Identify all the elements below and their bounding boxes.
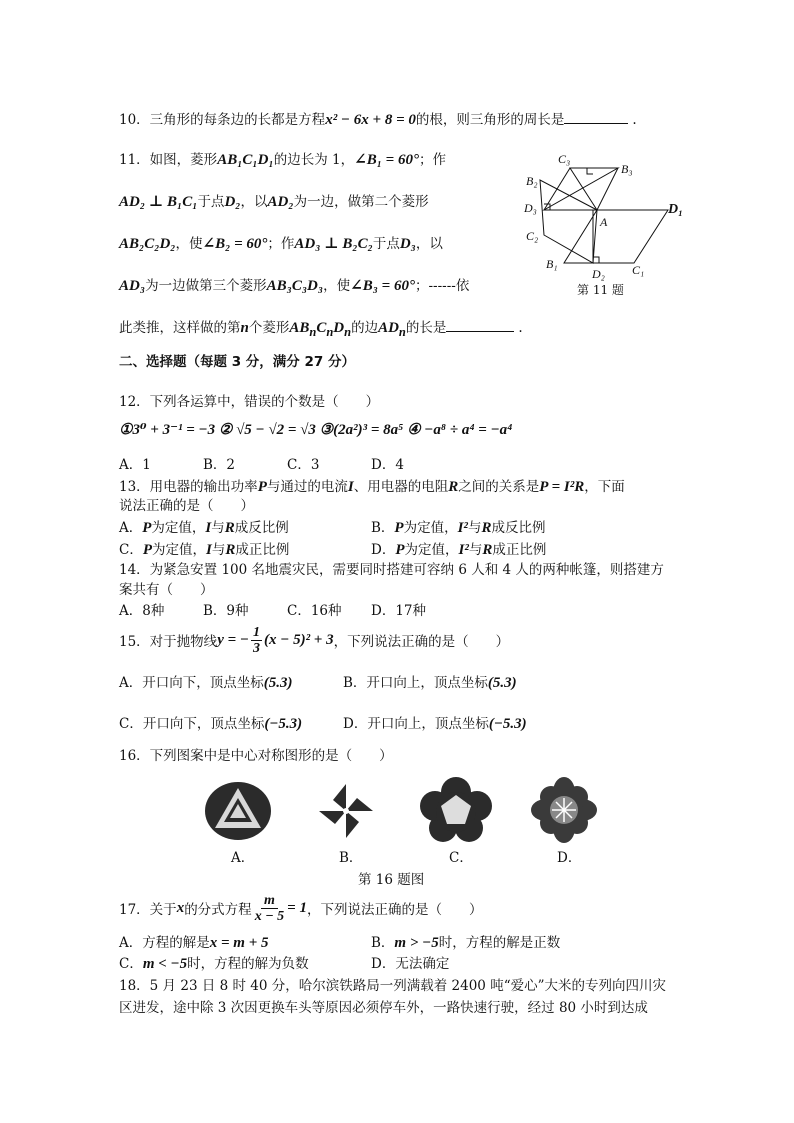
option-b[interactable]: B．P为定值，I²与R成反比例 (371, 520, 546, 536)
option-d[interactable]: D．17种 (371, 603, 427, 619)
option-a[interactable]: A．开口向下，顶点坐标(5.3) (119, 675, 293, 691)
label-C1: C₁ (632, 263, 645, 277)
figure-16-label-c: C． (449, 850, 473, 866)
option-c[interactable]: C．3 (287, 457, 320, 473)
label-B1: B₁ (546, 257, 558, 271)
answer-blank[interactable] (446, 319, 514, 332)
option-c[interactable]: C．P为定值，I与R成正比例 (119, 542, 290, 558)
question-13-line-1: 13．用电器的输出功率P与通过的电流I、用电器的电阻R之间的关系是P = I²R，下面 (119, 479, 625, 495)
figure-16-a[interactable] (203, 780, 273, 842)
figure-16-c[interactable] (420, 776, 492, 842)
figure-11-rhombus (520, 150, 690, 300)
figure-16-caption: 第 16 题图 (358, 872, 425, 888)
label-A: A (600, 215, 608, 229)
figure-11-caption: 第 11 题 (577, 283, 624, 297)
figure-16-d[interactable] (530, 776, 598, 844)
option-b[interactable]: B．开口向上，顶点坐标(5.3) (343, 675, 517, 691)
option-c[interactable]: C．开口向下，顶点坐标(−5.3) (119, 716, 303, 732)
question-11-line-3: AB₂C₂D₂，使∠B₂ = 60°；作AD₃ ⊥ B₂C₂于点D₃，以 (119, 236, 443, 252)
figure-16-label-a: A． (231, 850, 255, 866)
option-d[interactable]: D．P为定值，I²与R成正比例 (371, 542, 547, 558)
label-D2: D₂ (592, 267, 605, 281)
option-b[interactable]: B．2 (203, 457, 236, 473)
label-D1: D₁ (668, 202, 683, 217)
answer-blank[interactable] (564, 111, 628, 124)
question-14-line-1: 14．为紧急安置 100 名地震灾民，需要同时搭建可容纳 6 人和 4 人的两种帐篷，则搭建方 (119, 562, 664, 578)
question-11-line-1: 11．如图，菱形AB₁C₁D₁的边长为 1，∠B₁ = 60°；作 (119, 152, 446, 168)
option-a[interactable]: A．8种 (119, 603, 165, 619)
question-11-line-2: AD₂ ⊥ B₁C₁于点D₂，以AD₂为一边，做第二个菱形 (119, 194, 429, 210)
label-B2: B₂ (526, 174, 538, 188)
option-a[interactable]: A．P为定值，I与R成反比例 (119, 520, 289, 536)
option-b[interactable]: B．9种 (203, 603, 249, 619)
question-12-stem: 12．下列各运算中，错误的个数是（ ） (119, 394, 380, 410)
equation: x² − 6x + 8 = 0 (325, 112, 416, 128)
figure-16-label-b: B． (339, 850, 363, 866)
question-11-line-5: 此类推，这样做的第n个菱形$AB_nC_nD_n$的边$AD_n$的长是 . (119, 320, 523, 339)
rhombus-3 (544, 168, 618, 210)
question-12-items: ①3⁰ + 3⁻¹ = −3 ② √5 − √2 = √3 ③(2a²)³ = 8a⁵ ④ −a⁸ ÷ a⁴ = −a⁴ (119, 422, 513, 438)
option-a[interactable]: A．1 (119, 457, 151, 473)
label-D3: D₃ (524, 201, 537, 215)
question-16-stem: 16．下列图案中是中心对称图形的是（ ） (119, 748, 393, 764)
question-17-stem: 17．关于 x 的分式方程 $\frac{m}{x - 5}$ = 1 ，下列说法正确的是（ ） (119, 892, 483, 924)
question-11-line-4: AD₃为一边做第三个菱形AB₃C₃D₃，使∠B₃ = 60°；------依 (119, 278, 470, 294)
figure-16-label-d: D． (557, 850, 582, 866)
option-c[interactable]: C．16种 (287, 603, 342, 619)
label-C2: C₂ (526, 229, 539, 243)
option-d[interactable]: D．4 (371, 457, 404, 473)
question-10: 10．三角形的每条边的长都是方程x² − 6x + 8 = 0的根，则三角形的周长是 . (119, 112, 637, 128)
question-15-stem: 15．对于抛物线 y = − $\frac{1}{3}$ (x − 5)² + 3 ，下列说法正确的是（ ） (119, 624, 510, 656)
label-B3: B₃ (621, 162, 633, 176)
option-d[interactable]: D．开口向上，顶点坐标(−5.3) (343, 716, 527, 732)
question-18-line-1: 18．5 月 23 日 8 时 40 分，哈尔滨铁路局一列满载着 2400 吨“爱心”大米的专列向四川灾 (119, 978, 666, 994)
option-d[interactable]: D．无法确定 (371, 956, 450, 972)
figure-16-b[interactable] (315, 780, 377, 842)
question-13-line-2: 说法正确的是（ ） (119, 498, 254, 514)
rhombus-2 (540, 180, 597, 263)
section-heading: 二、选择题（每题 3 分，满分 27 分） (119, 354, 355, 370)
option-b[interactable]: B．m > −5时，方程的解是正数 (371, 935, 561, 951)
question-18-line-2: 区进发，途中除 3 次因更换车头等原因必须停车外，一路快速行驶，经过 80 小时到达成 (119, 1000, 648, 1016)
option-c[interactable]: C．m < −5时，方程的解为负数 (119, 956, 309, 972)
label-C3: C₃ (558, 152, 571, 166)
question-14-line-2: 案共有（ ） (119, 582, 214, 598)
option-a[interactable]: A．方程的解是x = m + 5 (119, 935, 269, 951)
